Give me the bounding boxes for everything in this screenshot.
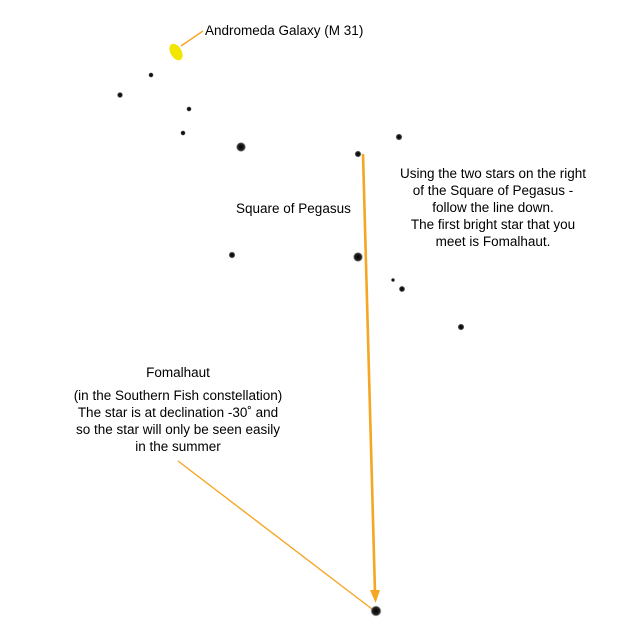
arrowhead-icon — [370, 590, 380, 603]
fomalhaut-note-line: so the star will only be seen easily — [75, 422, 281, 437]
instruction-line: of the Square of Pegasus - — [412, 183, 574, 198]
fomalhaut-title: Fomalhaut — [146, 365, 210, 380]
fomalhaut-note-line: (in the Southern Fish constellation) — [73, 388, 283, 403]
star — [186, 106, 191, 111]
star-scheat — [355, 151, 362, 158]
andromeda-label: Andromeda Galaxy (M 31) — [205, 23, 364, 38]
instruction-line: Using the two stars on the right — [399, 166, 587, 181]
fomalhaut-note-line: in the summer — [135, 439, 221, 454]
instruction-line: The first bright star that you — [410, 217, 576, 232]
fomalhaut-notes — [60, 364, 296, 455]
star — [148, 72, 153, 77]
star — [117, 92, 123, 98]
fomalhaut-pointer-line — [178, 461, 372, 609]
star — [399, 286, 405, 292]
star — [458, 324, 465, 331]
star — [236, 142, 246, 152]
instructions-text — [393, 165, 593, 250]
star-markab — [353, 252, 363, 262]
star — [391, 278, 395, 282]
square-of-pegasus-label: Square of Pegasus — [236, 201, 351, 216]
star — [229, 252, 236, 259]
star — [180, 130, 185, 135]
andromeda-pointer-line — [181, 31, 203, 46]
fomalhaut-note-line: The star is at declination -30˚ and — [77, 405, 279, 420]
instruction-line: meet is Fomalhaut. — [435, 234, 551, 249]
star-fomalhaut — [371, 606, 382, 617]
star — [396, 134, 403, 141]
pegasus-pointer-line — [363, 154, 375, 593]
instruction-line: follow the line down. — [432, 200, 554, 215]
